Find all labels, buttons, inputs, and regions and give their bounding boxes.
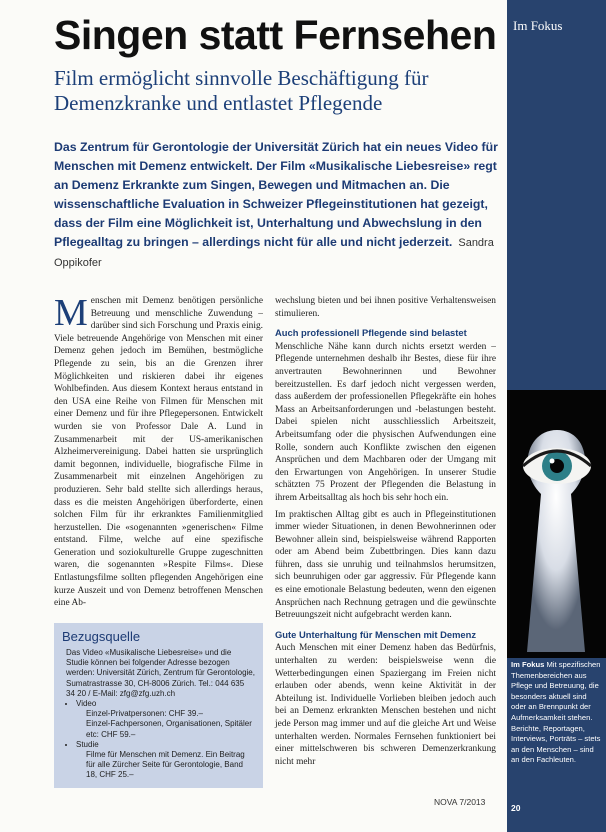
list-item: [76, 740, 255, 781]
body-paragraph: wechslung bieten und bei ihnen positive Verhaltensweisen stimulieren.: [275, 296, 496, 319]
info-box-title: Bezugsquelle: [62, 629, 141, 644]
info-box: [54, 623, 263, 788]
subtitle: Film ermöglicht sinnvolle Beschäftigung für Demenzkranke und entlastet Pflegende: [54, 66, 429, 115]
footer: [434, 797, 485, 807]
page-number: 20: [511, 803, 521, 813]
column-left: [54, 292, 263, 614]
journal-name: NOVA: [434, 797, 457, 807]
info-box-list: [66, 699, 255, 781]
headline: Singen statt Fernsehen: [54, 12, 497, 58]
caption-title: Im Fokus: [511, 660, 545, 669]
list-item: [76, 699, 255, 740]
list-item-label: Studie: [76, 739, 99, 749]
caption-text: Mit spezifischen Themenbereichen aus Pflege und Betreuung, die besonders aktuell sind oder an Brennpunkt der Aufmerksamkeit stehen. Berichte, Reportagen, Interviews, Porträts – stets an den Menschen – sind an den Fachleuten.: [511, 660, 601, 765]
issue-number: 7/2013: [459, 797, 486, 807]
keyhole-eye-photo: [507, 390, 606, 658]
body-paragraph: Menschliche Nähe kann durch nichts ersetzt werden – Pflegende unternehmen deshalb ihr Bestes, diese für ihre anvertrauten Bewohnerinnen und Bewohner bereitzustellen. Es darf jedoch nicht vergessen werden, dass außerdem der professionellen Pflegekräfte ein hohes Mass an Arbeitsanforderungen und -belastungen besteht. Dabei spielen nicht ausschliesslich Arbeitszeit, Arbeitsumfang oder die physischen Aufwendungen eine Rolle, sondern auch Konflikte zwischen den eigenen Ansprüchen und dem Machbaren oder der Umgang mit den Erwartungen von Angehörigen. In unserer Studie schätzten 75 Prozent der Pflegenden die Belastung in ihrem Arbeitsalltag als hoch bis sehr hoch ein.: [275, 341, 496, 503]
body-paragraph: Auch Menschen mit einer Demenz haben das Bedürfnis, unterhalten zu werden: beispielsweise wenn die Wetterbedingungen einen Spaziergang im Freien nicht erlauben oder abends, wenn keine Aktivität in der Abteilung ist. Individuelle Vorlieben bleiben jedoch auch bei an Demenz erkrankten Menschen bestehen und nicht jede Person mag immer und auf die gleiche Art und Weise unterhalten werden. Normales Fernsehen funktioniert bei einer mittelschweren bis schweren Demenzerkrankung nicht mehr: [275, 643, 496, 767]
list-subitem: Filme für Menschen mit Demenz. Ein Beitrag für alle Zürcher Seite für Gerontologie, Band 18, CHF 25.–: [86, 750, 245, 780]
info-box-body: [66, 648, 255, 781]
lead-paragraph: [54, 138, 499, 273]
sidebar-caption: [511, 660, 603, 766]
info-box-intro: Das Video «Musikalische Liebesreise» und die Studie können bei folgender Adresse bezogen werden: Universität Zürich, Zentrum für Gerontologie, Sumatrastrasse 30, CH-8006 Zürich. Tel.: 044 635 34 20 / E-Mail: zfg@zfg.uzh.ch: [66, 648, 255, 698]
column-right: [275, 295, 496, 772]
list-subitem: Einzel-Fachpersonen, Organisationen, Spitäler etc: CHF 59.–: [86, 719, 252, 739]
keyhole-eye-illustration: [507, 390, 606, 658]
author: Sandra Oppikofer: [54, 237, 494, 269]
body-paragraph: Im praktischen Alltag gibt es auch in Pflegeinstitutionen immer wieder Situationen, in denen Bewohnerinnen oder Bewohner allein sind, beispielsweise während Rapporten oder am Abend beim Zubettbringen. Dies kann dazu führen, dass sie unruhig und teilnahmslos herumsitzen, sich beunruhigen oder gar aggressiv. Für Pflegende kann es eine emotionale Belastung bedeuten, wenn den eigenen Ansprüchen nach Rechnung getragen und die gewünschte Betreuungszeit nicht aufgebracht werden kann.: [275, 509, 496, 621]
drop-cap: M: [54, 292, 88, 334]
list-subitem: Einzel-Privatpersonen: CHF 39.–: [86, 709, 203, 719]
list-item-label: Video: [76, 699, 97, 709]
lead-text: Das Zentrum für Gerontologie der Universität Zürich hat ein neues Video für Menschen mit Demenz entwickelt. Der Film «Musikalische Liebesreise» regt an Demenz Erkrankte zum Singen, Bewegen und Mitmachen an. Die wissenschaftliche Evaluation in Schweizer Pflegeinstitutionen hat gezeigt, dass der Film eine Möglichkeit ist, Unterhaltung und Abwechslung in den Pflegealltag zu bringen – allerdings nicht für alle und nicht jederzeit.: [54, 140, 498, 249]
section-label: Im Fokus: [513, 18, 563, 33]
subheading: Auch professionell Pflegende sind belastet: [275, 327, 467, 339]
subheading: Gute Unterhaltung für Menschen mit Demenz: [275, 628, 477, 640]
body-paragraph: enschen mit Demenz benötigen persönliche Betreuung und menschliche Zuwendung – darüber sind sich Forschung und Praxis einig. Viele betreuende Angehörige von Menschen mit einer Demenz gehen jedoch im Bemühen, bestmögliche Pflegende zu sein, bis an die Grenzen ihrer Möglichkeiten und riskieren dabei ihr eigenes Wohlbefinden. Aus diesem Kontext heraus entstand in den USA eine Reihe von Filmen für Menschen mit einer Demenz und für ihre Pflegepersonen. Entwickelt wurden sie von Professor Dale A. Lund in Zusammenarbeit mit der US-amerikanischen Alzheimervereinigung. Dabei hatten sie ursprünglich damit begonnen, individuelle, biografische Filme in Zusammenarbeit mit einzelnen Angehörigen zu produzieren. Sehr bald stellte sich allerdings heraus, dass es die meisten Angehörigen überforderte, einen solchen Film für ihr erkranktes Familienmitglied herzustellen. Die «sogenannten »generischen« Filme entstand. Filme, welche auf eine spezifische Generation und soziokulturelle Gruppe zugeschnitten waren, die sogenannten »Respite Films«. Diese Entlastungsfilme sollten pflegenden Angehörigen eine kurze Auszeit und von Demenz betroffenen Menschen eine Ab-: [54, 296, 263, 609]
